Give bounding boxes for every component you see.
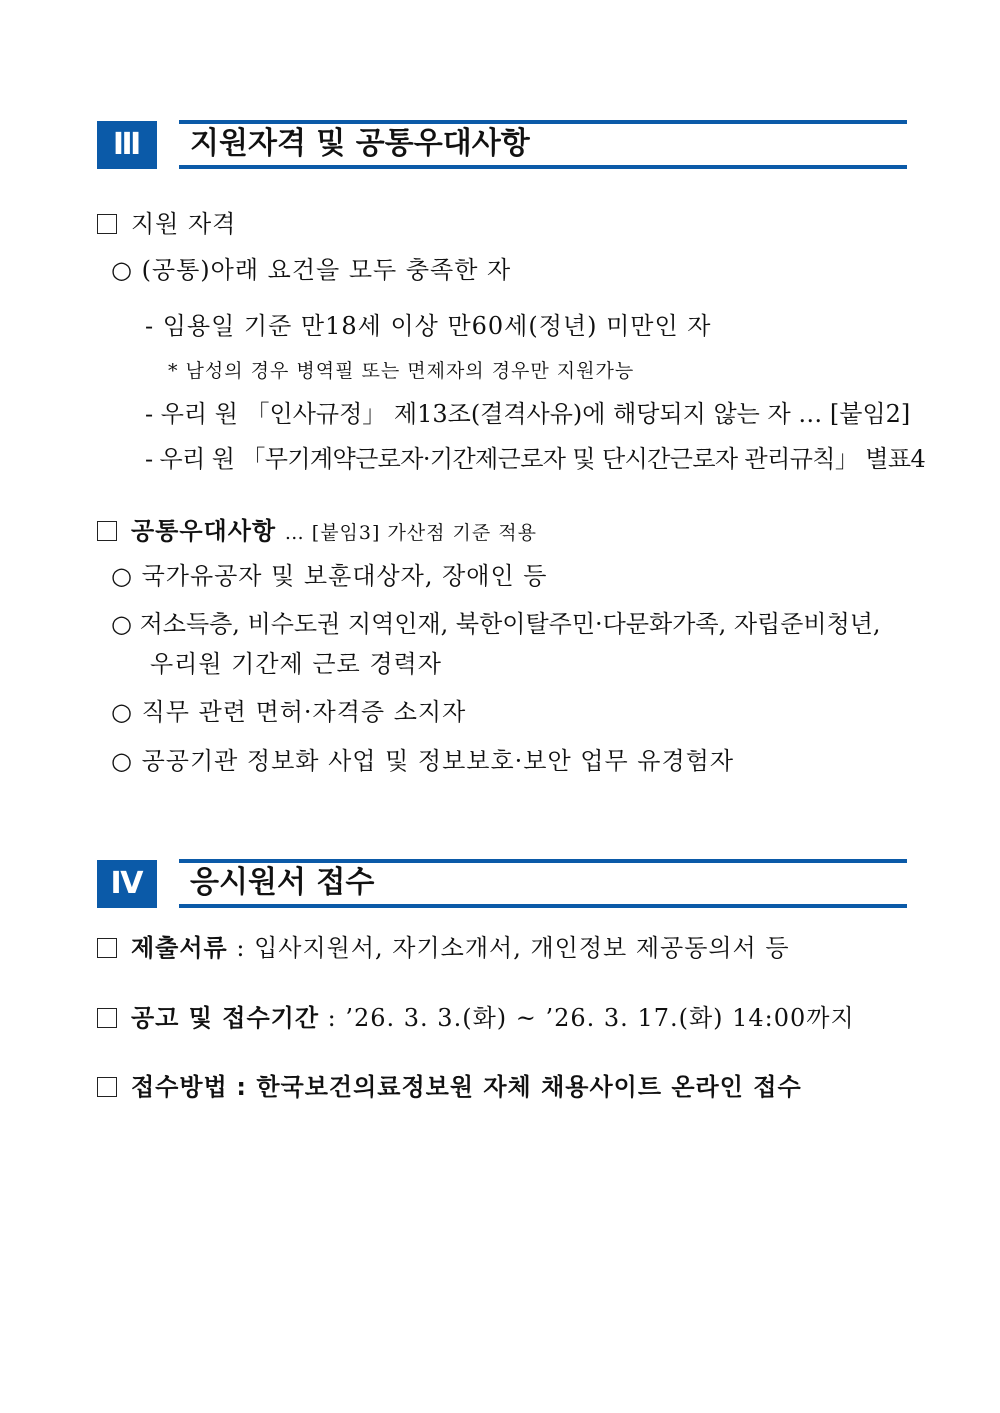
checkbox-square-icon (97, 214, 117, 234)
preference-item: ○ 공공기관 정보화 사업 및 정보보호·보안 업무 유경험자 (111, 747, 735, 775)
application-row (97, 933, 790, 963)
row-value: : 입사지원서, 자기소개서, 개인정보 제공동의서 등 (236, 934, 790, 962)
row-label: 접수방법 (131, 1073, 228, 1101)
heading-text: 공통우대사항 (131, 517, 277, 545)
header-rule-bottom (179, 904, 907, 908)
section-number-badge: Ⅲ (97, 121, 157, 169)
row-value: : ’26. 3. 3.(화) ~ ’26. 3. 17.(화) 14:00까지 (327, 1004, 855, 1032)
requirement-note: * 남성의 경우 병역필 또는 면제자의 경우만 지원가능 (168, 360, 635, 382)
requirement-item: - 우리 원 「무기계약근로자·기간제근로자 및 단시간근로자 관리규칙」 별표4 (145, 445, 926, 473)
checkbox-square-icon (97, 938, 117, 958)
requirement-item: - 임용일 기준 만18세 이상 만60세(정년) 미만인 자 (145, 312, 712, 340)
preference-item-cont: 우리원 기간제 근로 경력자 (150, 650, 442, 678)
preference-item: ○ 국가유공자 및 보훈대상자, 장애인 등 (111, 562, 548, 590)
common-requirement: ○ (공통)아래 요건을 모두 충족한 자 (111, 256, 512, 284)
preference-item: ○ 저소득층, 비수도권 지역인재, 북한이탈주민·다문화가족, 자립준비청년, (111, 610, 881, 638)
row-label: 공고 및 접수기간 (131, 1004, 319, 1032)
row-value: : 한국보건의료정보원 자체 채용사이트 온라인 접수 (236, 1073, 802, 1101)
checkbox-square-icon (97, 521, 117, 541)
preference-note: … [붙임3] 가산점 기준 적용 (284, 522, 538, 544)
checkbox-square-icon (97, 1077, 117, 1097)
application-row (97, 1003, 855, 1033)
section-title: 지원자격 및 공통우대사항 (190, 126, 530, 161)
qualification-heading (97, 209, 236, 239)
requirement-item: - 우리 원 「인사규정」 제13조(결격사유)에 해당되지 않는 자 … [붙임2] (145, 400, 911, 428)
section-title: 응시원서 접수 (190, 865, 375, 900)
header-rule-bottom (179, 165, 907, 169)
preference-heading (97, 516, 537, 548)
section-number-badge: Ⅳ (97, 860, 157, 908)
checkbox-square-icon (97, 1008, 117, 1028)
preference-item: ○ 직무 관련 면허·자격증 소지자 (111, 698, 467, 726)
row-label: 제출서류 (131, 934, 228, 962)
heading-text: 지원 자격 (131, 210, 237, 238)
application-row (97, 1072, 802, 1102)
